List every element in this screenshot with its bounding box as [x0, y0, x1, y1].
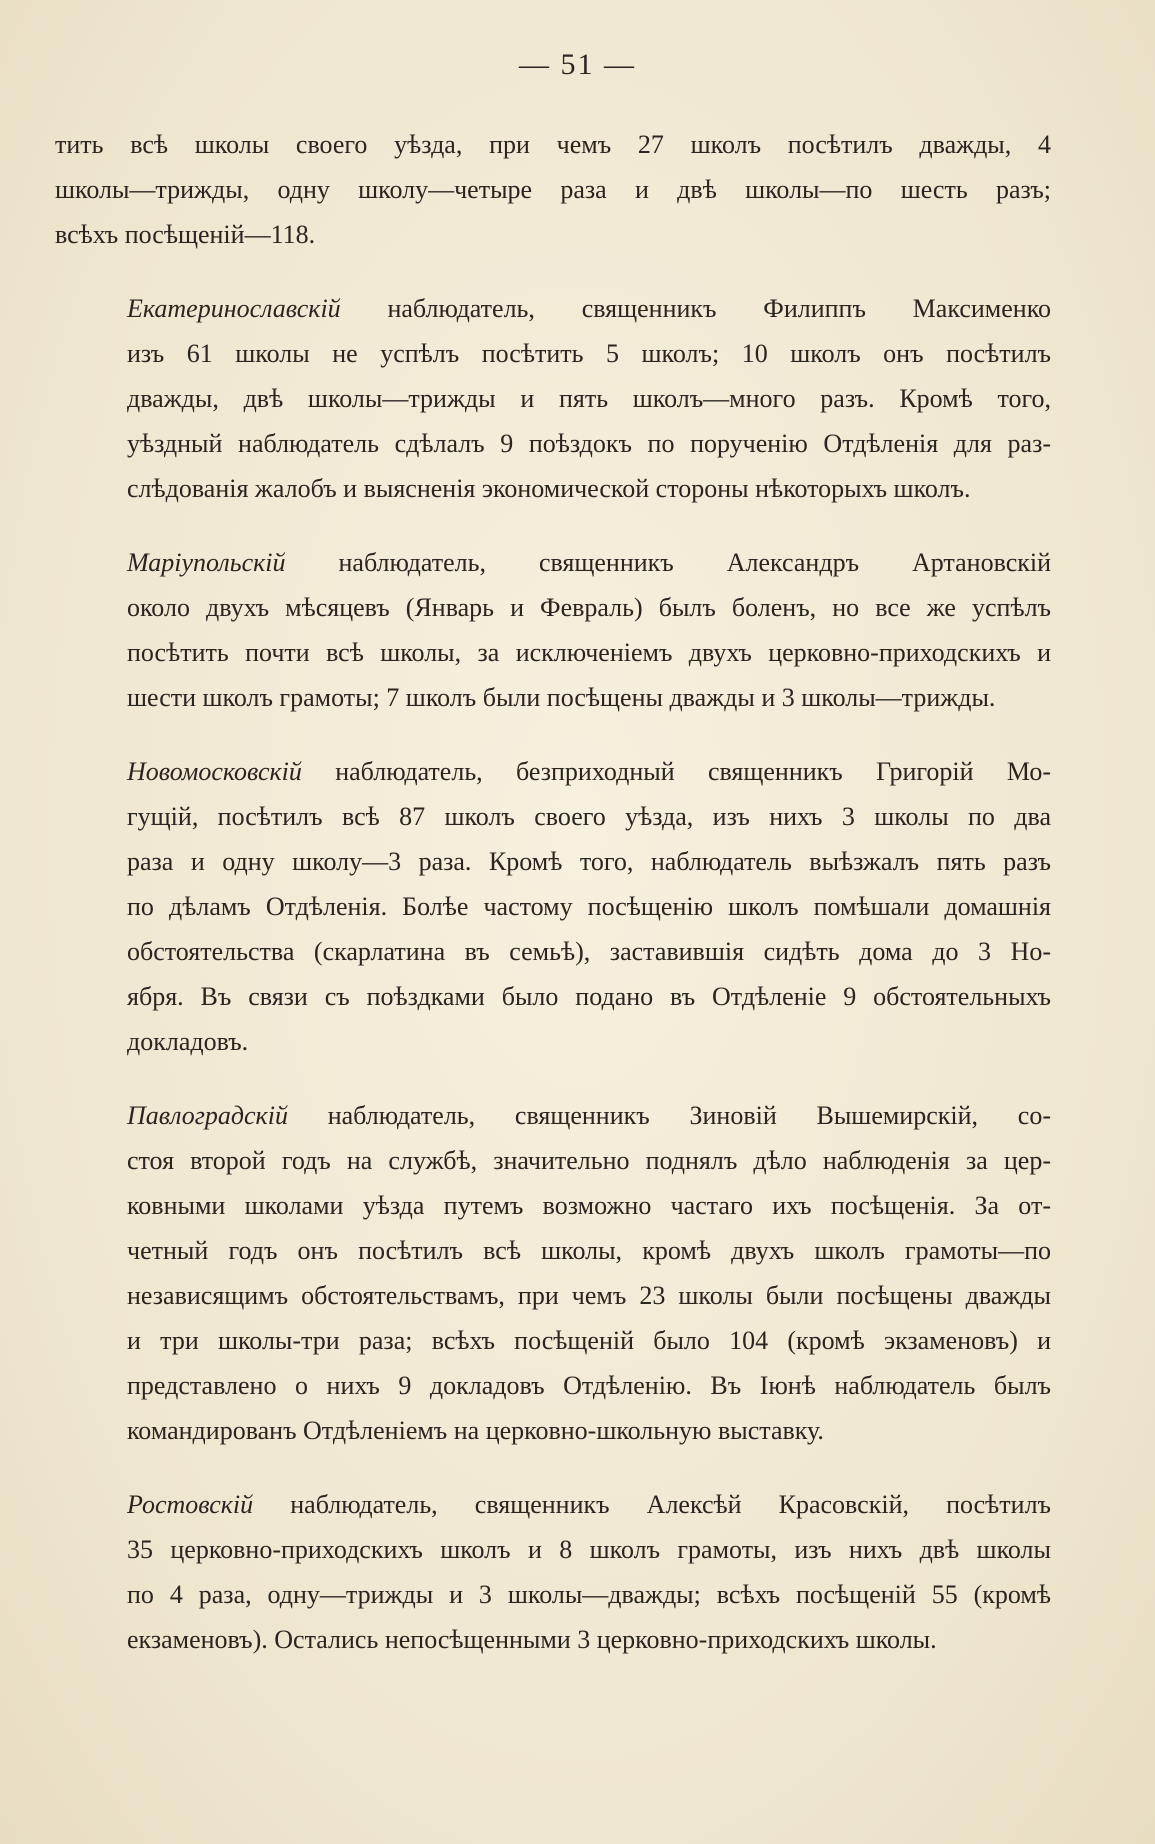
- text-line: дважды, двѣ школы—трижды и пять школъ—много разъ. Кромѣ того,: [127, 384, 1051, 413]
- text-line: посѣтить почти всѣ школы, за исключеніемъ двухъ церковно-приходскихъ и: [127, 638, 1051, 667]
- paragraph-rostovsky: [55, 1482, 1051, 1662]
- text-line: екзаменовъ). Остались непосѣщенными 3 церковно-приходскихъ школы.: [127, 1625, 937, 1654]
- text-line-rest: наблюдатель, безприходный священникъ Григорій Мо-: [301, 757, 1051, 786]
- text-line: обстоятельства (скарлатина въ семьѣ), заставившія сидѣть дома до 3 Но-: [127, 937, 1051, 966]
- text-line: стоя второй годъ на службѣ, значительно поднялъ дѣло наблюденія за цер-: [127, 1146, 1051, 1175]
- text-line: 35 церковно-приходскихъ школъ и 8 школъ грамоты, изъ нихъ двѣ школы: [127, 1535, 1051, 1564]
- text-line: [55, 540, 1051, 585]
- text-line: [55, 749, 1051, 794]
- text-line: раза и одну школу—3 раза. Кромѣ того, наблюдатель выѣзжалъ пять разъ: [127, 847, 1051, 876]
- district-name: Екатеринославскій: [127, 294, 341, 323]
- text-line-rest: наблюдатель, священникъ Алексѣй Красовскій, посѣтилъ: [253, 1490, 1051, 1519]
- paragraph-novomoskovsky: [55, 749, 1051, 1064]
- text-line: тить всѣ школы своего уѣзда, при чемъ 27 школъ посѣтилъ дважды, 4: [55, 130, 1051, 159]
- text-line: и три школы-три раза; всѣхъ посѣщеній было 104 (кромѣ экзаменовъ) и: [127, 1326, 1051, 1355]
- district-name: Маріупольскій: [127, 548, 286, 577]
- text-line: изъ 61 школы не успѣлъ посѣтить 5 школъ; 10 школъ онъ посѣтилъ: [127, 339, 1051, 368]
- text-line: [55, 1482, 1051, 1527]
- text-line: всѣхъ посѣщеній—118.: [55, 220, 316, 249]
- text-line: уѣздный наблюдатель сдѣлалъ 9 поѣздокъ по порученію Отдѣленія для раз-: [127, 429, 1051, 458]
- text-line-rest: наблюдатель, священникъ Александръ Артановскій: [285, 548, 1051, 577]
- text-line: шести школъ грамоты; 7 школъ были посѣщены дважды и 3 школы—трижды.: [127, 683, 996, 712]
- body-text: [55, 122, 1051, 1691]
- text-line: школы—трижды, одну школу—четыре раза и двѣ школы—по шесть разъ;: [55, 175, 1051, 204]
- text-line: ября. Въ связи съ поѣздками было подано въ Отдѣленіе 9 обстоятельныхъ: [127, 982, 1051, 1011]
- text-line: докладовъ.: [127, 1027, 249, 1056]
- paragraph-mariupolsky: [55, 540, 1051, 720]
- text-line: представлено о нихъ 9 докладовъ Отдѣленію. Въ Іюнѣ наблюдатель былъ: [127, 1371, 1051, 1400]
- text-line: четный годъ онъ посѣтилъ всѣ школы, кромѣ двухъ школъ грамоты—по: [127, 1236, 1051, 1265]
- text-line: независящимъ обстоятельствамъ, при чемъ 23 школы были посѣщены дважды: [127, 1281, 1051, 1310]
- text-line: ковными школами уѣзда путемъ возможно частаго ихъ посѣщенія. За от-: [127, 1191, 1051, 1220]
- paragraph-ekaterinoslavsky: [55, 286, 1051, 511]
- text-line: гущій, посѣтилъ всѣ 87 школъ своего уѣзда, изъ нихъ 3 школы по два: [127, 802, 1051, 831]
- text-line: по 4 раза, одну—трижды и 3 школы—дважды; всѣхъ посѣщеній 55 (кромѣ: [127, 1580, 1051, 1609]
- page-number: — 51 —: [519, 48, 636, 81]
- text-line-rest: наблюдатель, священникъ Зиновій Вышемирскій, со-: [287, 1101, 1051, 1130]
- text-line-rest: наблюдатель, священникъ Филиппъ Максименко: [340, 294, 1051, 323]
- text-line: [55, 1093, 1051, 1138]
- paragraph-pavlogradsky: [55, 1093, 1051, 1453]
- text-line: около двухъ мѣсяцевъ (Январь и Февраль) былъ боленъ, но все же успѣлъ: [127, 593, 1051, 622]
- district-name: Павлоградскій: [127, 1101, 288, 1130]
- paragraph-continuation: [55, 122, 1051, 257]
- text-line: слѣдованія жалобъ и выясненія экономической стороны нѣкоторыхъ школъ.: [127, 474, 971, 503]
- text-line: [55, 286, 1051, 331]
- district-name: Ростовскій: [127, 1490, 254, 1519]
- text-line: по дѣламъ Отдѣленія. Болѣе частому посѣщенію школъ помѣшали домашнія: [127, 892, 1051, 921]
- district-name: Новомосковскій: [127, 757, 302, 786]
- text-line: командированъ Отдѣленіемъ на церковно-школьную выставку.: [127, 1416, 824, 1445]
